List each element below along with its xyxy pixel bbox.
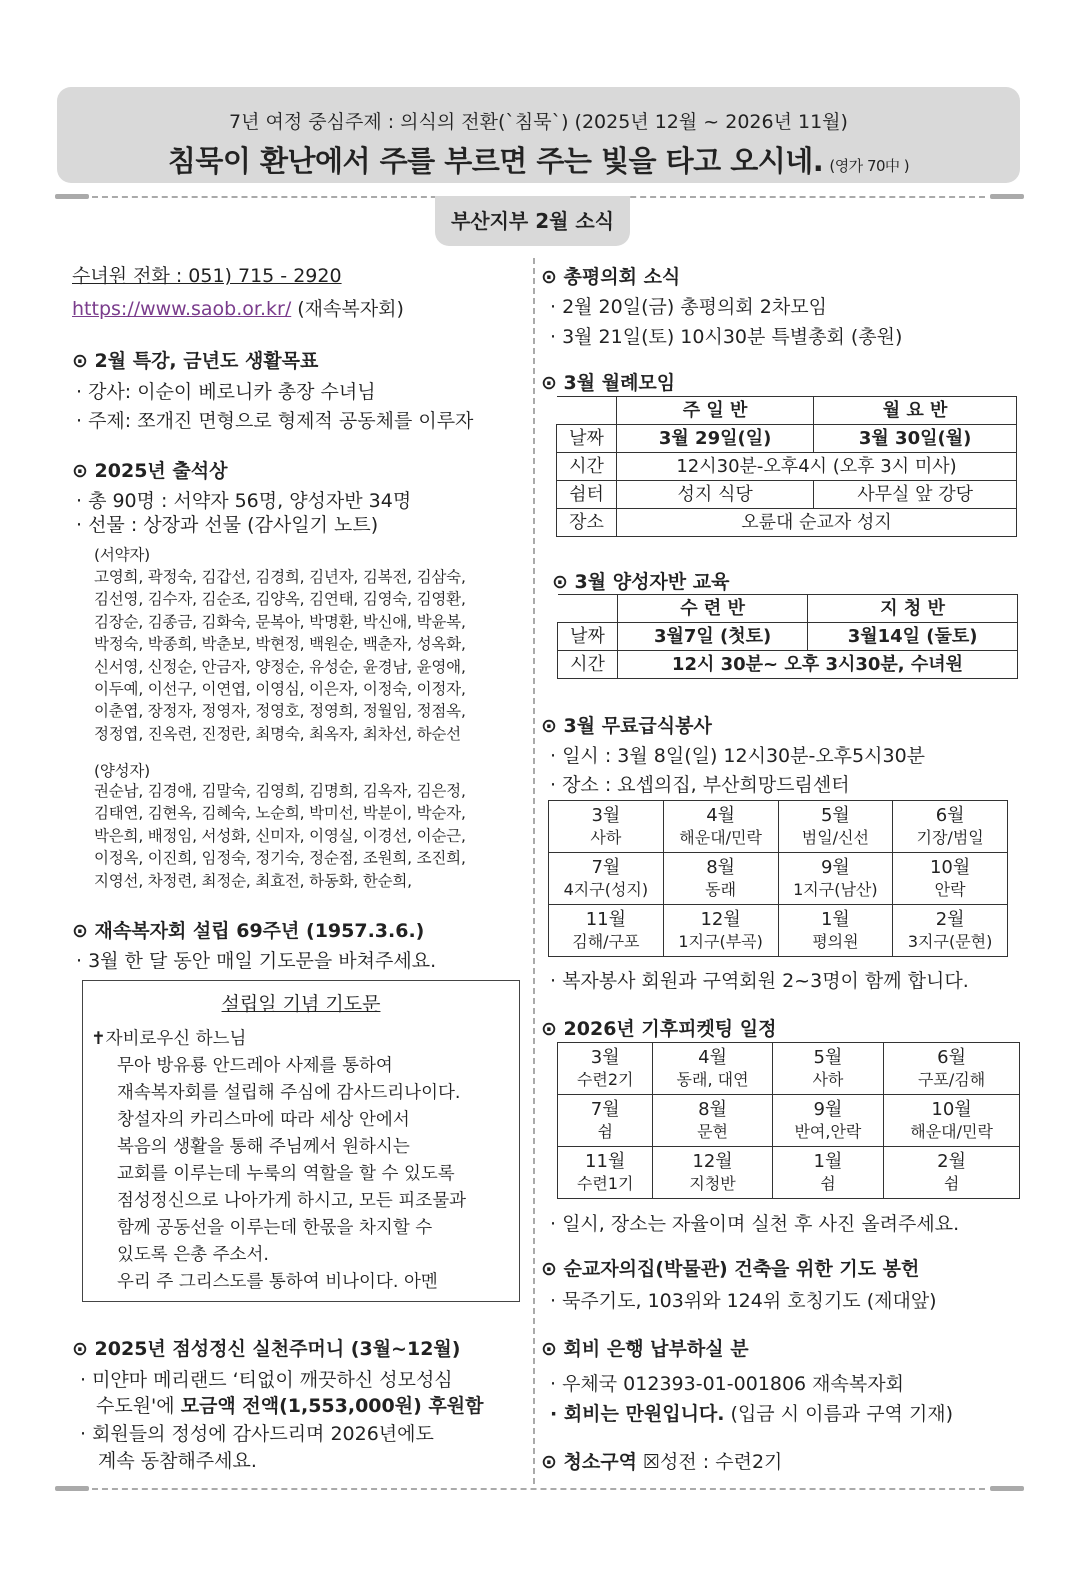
assignee: 쉼 <box>597 1121 613 1141</box>
month: 3월 <box>591 804 621 826</box>
name-line: 박은희, 배정임, 서성화, 신미자, 이영실, 이경선, 이순근, <box>94 826 466 845</box>
assignee: 기장/범일 <box>916 827 984 847</box>
section-title: ⊙ 총평의회 소식 <box>541 266 681 288</box>
row-label: 시간 <box>558 651 618 679</box>
assignee: 사하 <box>590 827 622 847</box>
schedule-cell <box>778 801 893 853</box>
divider-cap <box>55 194 89 199</box>
newsletter-tab: 부산지부 2월 소식 <box>435 196 630 246</box>
schedule-cell <box>549 853 664 905</box>
schedule-cell <box>884 1095 1020 1147</box>
name-line: 박정숙, 박종희, 박춘보, 박현정, 백원순, 백춘자, 성옥화, <box>94 635 466 654</box>
list-item <box>96 1391 483 1418</box>
prayer-line: 교회를 이루는데 누룩의 역할을 할 수 있도록 <box>117 1164 455 1184</box>
section-title: ⊙ 3월 양성자반 교육 <box>552 571 730 593</box>
website-link[interactable]: https://www.saob.or.kr/ <box>72 298 292 320</box>
list-item: · 주제: 쪼개진 면형으로 형제적 공동체를 이루자 <box>76 410 474 432</box>
assignee: 김해/구포 <box>572 931 640 951</box>
col-header: 주 일 반 <box>617 397 814 425</box>
prayer-title: 설립일 기념 기도문 <box>221 993 381 1015</box>
row-label: 날짜 <box>558 623 618 651</box>
col-header: 지 청 반 <box>808 595 1018 623</box>
list-item: · 미얀마 메리랜드 ‘티없이 깨끗하신 성모성심 <box>80 1369 453 1391</box>
verse-source: (영가 70中 ) <box>829 157 910 175</box>
month: 9월 <box>820 856 850 878</box>
month: 10월 <box>929 856 971 878</box>
assignee: 수련2기 <box>576 1069 634 1089</box>
picketing-table <box>557 1042 1020 1199</box>
cell: 사무실 앞 강당 <box>814 481 1017 509</box>
prayer-line: 함께 공동선을 이루는데 한몫을 차지할 수 <box>117 1218 433 1238</box>
assignee: 동래, 대연 <box>676 1069 749 1089</box>
assignee: 1지구(남산) <box>793 879 878 899</box>
cell: 오륜대 순교자 성지 <box>617 509 1017 537</box>
schedule-cell <box>893 853 1008 905</box>
list-item: · 선물 : 상장과 선물 (감사일기 노트) <box>76 514 379 536</box>
assignee: 지청반 <box>689 1173 736 1193</box>
name-list <box>94 780 466 892</box>
month: 12월 <box>692 1150 733 1172</box>
assignee: 동래 <box>705 879 737 899</box>
prayer-text <box>91 1026 466 1296</box>
name-line: 고영희, 곽정숙, 김갑선, 김경희, 김년자, 김복전, 김삼숙, <box>94 568 466 586</box>
list-item: · 총 90명 : 서약자 56명, 양성자반 34명 <box>76 490 412 512</box>
divider-cap <box>990 1486 1024 1491</box>
prayer-line: 복음의 생활을 통해 주님께서 원하시는 <box>117 1137 410 1157</box>
assignee: 반여,안락 <box>794 1121 862 1141</box>
month: 4월 <box>698 1046 727 1068</box>
prayer-line: 우리 주 그리스도를 통하여 비나이다. 아멘 <box>117 1272 438 1292</box>
assignee: 범일/신선 <box>801 827 869 847</box>
schedule-cell <box>558 1043 653 1095</box>
prayer-line: ✝자비로우신 하느님 <box>91 1029 247 1049</box>
assignee: 4지구(성지) <box>563 879 649 899</box>
prayer-box <box>82 980 520 1302</box>
cell <box>557 397 617 425</box>
schedule-cell <box>778 905 893 957</box>
assignee: 쉼 <box>820 1173 836 1193</box>
schedule-cell <box>663 905 778 957</box>
month: 6월 <box>937 1046 966 1068</box>
schedule-cell <box>653 1043 772 1095</box>
schedule-cell <box>772 1147 883 1199</box>
theme-verse <box>57 139 1020 180</box>
month: 7월 <box>591 856 621 878</box>
schedule-cell <box>653 1095 772 1147</box>
prayer-line: 무아 방유룡 안드레아 사제를 통하여 <box>117 1056 393 1076</box>
prayer-line: 재속복자회를 설립해 주심에 감사드리나이다. <box>117 1083 461 1103</box>
assignee: 쉼 <box>943 1173 960 1193</box>
section-title: ⊙ 회비 은행 납부하실 분 <box>541 1338 749 1360</box>
list-item: · 강사: 이순이 베로니카 총장 수녀님 <box>76 381 376 403</box>
cell <box>558 595 618 623</box>
section-title: ⊙ 3월 무료급식봉사 <box>541 715 712 737</box>
section-title: ⊙ 재속복자회 설립 69주년 (1957.3.6.) <box>72 920 425 942</box>
website-note: (재속복자회) <box>291 298 404 320</box>
checkbox-icon: ☒ <box>643 1451 661 1473</box>
formation-table <box>557 594 1018 679</box>
list-item: 계속 동참해주세요. <box>98 1450 257 1472</box>
section-title: ⊙ 2월 특강, 금년도 생활목표 <box>72 350 319 372</box>
list-item: · 회원들의 정성에 감사드리며 2026년에도 <box>80 1423 434 1445</box>
schedule-cell <box>558 1095 653 1147</box>
meal-service-table <box>548 800 1008 957</box>
schedule-cell <box>778 853 893 905</box>
schedule-cell <box>893 801 1008 853</box>
group-label: (서약자) <box>94 546 151 564</box>
assignee: 해운대/민락 <box>679 827 762 847</box>
fee-amount: · 회비는 만원입니다. <box>550 1403 725 1425</box>
schedule-cell <box>772 1095 883 1147</box>
cell: 3월 30일(월) <box>814 425 1017 453</box>
schedule-cell <box>884 1147 1020 1199</box>
assignee: 문현 <box>697 1121 728 1141</box>
name-line: 권순남, 김경애, 김말숙, 김영희, 김명희, 김옥자, 김은정, <box>94 782 466 800</box>
list-item: · 3월 한 달 동안 매일 기도문을 바쳐주세요. <box>76 950 437 972</box>
assignee: 안락 <box>934 879 966 899</box>
name-line: 이두예, 이선구, 이연엽, 이영심, 이은자, 이정숙, 이정자, <box>94 680 466 699</box>
fee-note: (입금 시 이름과 구역 기재) <box>724 1403 954 1425</box>
list-item: · 2월 20일(금) 총평의회 2차모임 <box>550 296 827 318</box>
schedule-cell <box>663 853 778 905</box>
month: 1월 <box>813 1150 843 1172</box>
list-item: · 묵주기도, 103위와 124위 호칭기도 (제대앞) <box>550 1290 937 1312</box>
section-title: ⊙ 2026년 기후피켓팅 일정 <box>541 1018 777 1040</box>
verse-text: 침묵이 환난에서 주를 부르면 주는 빛을 타고 오시네. <box>167 144 824 178</box>
name-line: 김태연, 김현옥, 김혜숙, 노순희, 박미선, 박분이, 박순자, <box>94 804 466 823</box>
bank-account: · 우체국 012393-01-001806 재속복자회 <box>550 1373 904 1395</box>
month: 8월 <box>706 856 736 878</box>
text: 수도원'에 <box>96 1395 181 1417</box>
schedule-cell <box>549 801 664 853</box>
website-line <box>72 294 404 321</box>
schedule-cell <box>893 905 1008 957</box>
schedule-cell <box>884 1043 1020 1095</box>
cleaning-value: 성전 : 수련2기 <box>660 1451 783 1473</box>
month: 10월 <box>931 1098 972 1120</box>
row-label: 쉼터 <box>557 481 617 509</box>
assignee: 1지구(부곡) <box>678 931 763 951</box>
name-line: 신서영, 신정순, 안금자, 양정순, 유성순, 윤경남, 윤영애, <box>94 657 466 676</box>
cell: 성지 식당 <box>617 481 814 509</box>
list-item: · 3월 21일(토) 10시30분 특별총회 (총원) <box>550 326 903 348</box>
month: 2월 <box>935 908 965 930</box>
divider-cap <box>55 1486 89 1491</box>
cell: 12시30분-오후4시 (오후 3시 미사) <box>617 453 1017 481</box>
name-line: 정정엽, 진옥련, 진정란, 최명숙, 최옥자, 최차선, 하순선 <box>94 724 461 743</box>
cell: 12시 30분~ 오후 3시30분, 수녀원 <box>618 651 1018 679</box>
month: 3월 <box>590 1046 620 1068</box>
assignee: 수련1기 <box>576 1173 634 1193</box>
schedule-cell <box>772 1043 883 1095</box>
name-line: 이정옥, 이진희, 임정숙, 정기숙, 정순점, 조원희, 조진희, <box>94 849 466 868</box>
section-title: ⊙ 2025년 출석상 <box>72 460 228 482</box>
note: · 일시, 장소는 자율이며 실천 후 사진 올려주세요. <box>550 1213 960 1235</box>
list-item: · 일시 : 3월 8일(일) 12시30분-오후5시30분 <box>550 745 926 767</box>
month: 9월 <box>813 1098 843 1120</box>
month: 4월 <box>706 804 736 826</box>
month: 11월 <box>585 1150 626 1172</box>
section-title: ⊙ 3월 월례모임 <box>541 372 676 394</box>
month: 11월 <box>585 908 627 930</box>
monthly-meeting-table <box>556 396 1017 537</box>
month: 2월 <box>937 1150 966 1172</box>
theme-line: 7년 여정 중심주제 : 의식의 전환(`침묵`) (2025년 12월 ~ 2026년 11월) <box>229 111 848 133</box>
cell: 3월 29일(일) <box>617 425 814 453</box>
row-label: 시간 <box>557 453 617 481</box>
prayer-line: 있도록 은총 주소서. <box>117 1245 269 1265</box>
cell: 3월14일 (둘토) <box>808 623 1018 651</box>
col-header: 월 요 반 <box>814 397 1017 425</box>
assignee: 3지구(문현) <box>907 931 993 951</box>
row-label: 장소 <box>557 509 617 537</box>
month: 7월 <box>590 1098 620 1120</box>
fee-line <box>550 1399 953 1426</box>
col-header: 수 련 반 <box>618 595 808 623</box>
name-line: 지영선, 차정련, 최정순, 최효전, 하동화, 한순희, <box>94 871 412 890</box>
assignee: 평의원 <box>812 931 859 951</box>
prayer-body <box>91 1053 466 1296</box>
section-title: ⊙ 2025년 점성정신 실천주머니 (3월~12월) <box>72 1338 461 1360</box>
assignee: 해운대/민락 <box>910 1121 993 1141</box>
schedule-cell <box>549 905 664 957</box>
month: 5월 <box>813 1046 843 1068</box>
month: 1월 <box>820 908 850 930</box>
convent-phone: 수녀원 전화 : 051) 715 - 2920 <box>72 265 342 287</box>
note: · 복자봉사 회원과 구역회원 2~3명이 함께 합니다. <box>550 970 969 992</box>
cell: 3월7일 (첫토) <box>618 623 808 651</box>
month: 12월 <box>700 908 741 930</box>
row-label: 날짜 <box>557 425 617 453</box>
cleaning-area <box>541 1447 782 1474</box>
month: 8월 <box>698 1098 727 1120</box>
name-line: 김선영, 김수자, 김순조, 김양옥, 김연태, 김영숙, 김영환, <box>94 590 466 609</box>
prayer-line: 창설자의 카리스마에 따라 세상 안에서 <box>117 1110 410 1130</box>
name-list <box>94 566 466 745</box>
cleaning-label: ⊙ 청소구역 <box>541 1451 637 1473</box>
theme-header <box>57 87 1020 183</box>
month: 5월 <box>820 804 850 826</box>
column-divider <box>533 258 535 1484</box>
schedule-cell <box>663 801 778 853</box>
schedule-cell <box>558 1147 653 1199</box>
assignee: 구포/김해 <box>917 1069 986 1089</box>
group-label: (양성자) <box>94 762 151 780</box>
name-line: 이춘엽, 장정자, 정영자, 정영호, 정영희, 정월임, 정점옥, <box>94 702 466 721</box>
assignee: 사하 <box>812 1069 844 1089</box>
list-item: · 장소 : 요셉의집, 부산희망드림센터 <box>550 774 850 796</box>
month: 6월 <box>935 804 965 826</box>
divider <box>92 1488 985 1490</box>
donation-amount: 모금액 전액(1,553,000원) 후원함 <box>180 1395 484 1417</box>
schedule-cell <box>653 1147 772 1199</box>
divider-cap <box>990 194 1024 199</box>
name-line: 김장순, 김종금, 김화숙, 문복아, 박명환, 박신애, 박윤복, <box>94 612 466 631</box>
section-title: ⊙ 순교자의집(박물관) 건축을 위한 기도 봉헌 <box>541 1258 920 1280</box>
prayer-line: 점성정신으로 나아가게 하시고, 모든 피조물과 <box>117 1191 467 1211</box>
